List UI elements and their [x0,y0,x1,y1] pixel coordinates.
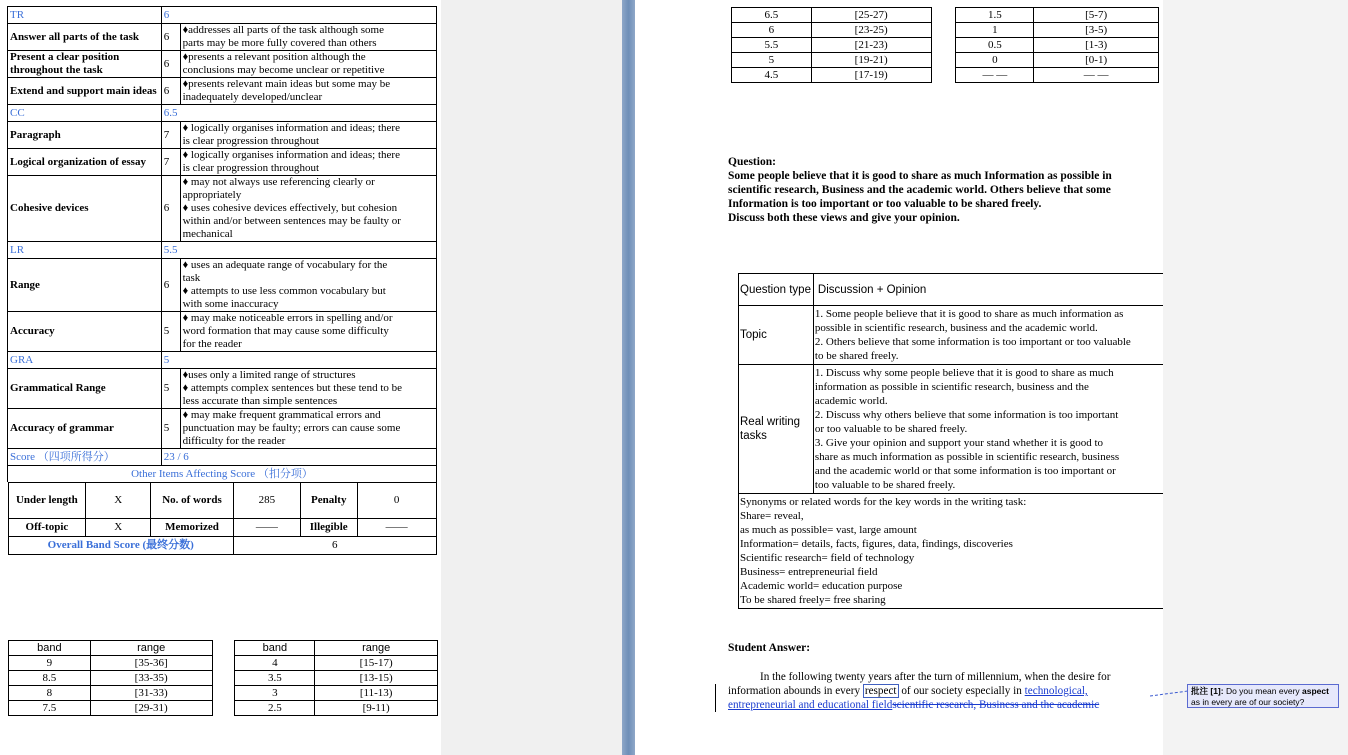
synonym-line: Business= entrepreneurial field [740,566,878,578]
tasks-label: Real writing tasks [739,365,814,494]
descriptor-line: task [182,272,201,284]
section-tr [8,7,437,24]
criterion-descriptor [180,122,436,149]
band-value: 2.5 [235,701,315,716]
range-value: [3-5) [1034,23,1159,38]
range-value: [1-3) [1034,38,1159,53]
band-row [732,68,1159,83]
band-row [9,686,438,701]
word-count-label: No. of words [151,483,234,519]
criterion-label: Answer all parts of the task [8,24,162,51]
criterion-score: 5 [161,312,180,352]
descriptor-line: ♦presents relevant main ideas but some may be [182,78,391,90]
criterion-label: Logical organization of essay [8,149,162,176]
band-value: 1 [956,23,1034,38]
criterion-descriptor [180,176,436,242]
task-line: 3. Give your opinion and support your stand whether it is good to [814,437,1104,449]
criterion-label: Accuracy of grammar [8,409,162,449]
descriptor-line: word formation that may cause some difficulty [182,325,389,337]
descriptor-line: ♦ logically organises information and ideas; there [182,149,400,161]
task-line: academic world. [814,395,888,407]
descriptor-line: appropriately [182,189,242,201]
descriptor-line: ♦presents a relevant position although the [182,51,366,63]
range-header: range [315,641,438,656]
band-value: 0.5 [956,38,1034,53]
descriptor-line: is clear progression throughout [182,162,320,174]
range-value: [13-15) [315,671,438,686]
penalty-label: Penalty [300,483,357,519]
criterion-row [8,369,437,409]
band-value: 4 [235,656,315,671]
topic-line: to be shared freely. [814,350,899,362]
section-score: 6 [161,7,436,24]
score-row [8,449,437,466]
range-value: [0-1) [1034,53,1159,68]
illegible-label: Illegible [300,519,357,537]
penalty-rows [8,482,437,555]
section-label: LR [8,242,162,259]
question-type-label: Question type [739,274,814,306]
descriptor-line: ♦ uses cohesive devices effectively, but cohesion [182,202,398,214]
comment-balloon[interactable]: 批注 [1]: Do you mean every aspect as in every are of our society? [1187,684,1339,708]
criterion-label: Paragraph [8,122,162,149]
band-value: 8 [9,686,91,701]
criterion-label: Present a clear position throughout the task [8,51,162,78]
overall-band-row [8,537,436,555]
descriptor-line: ♦ may not always use referencing clearly or [182,176,375,188]
band-value: 3.5 [235,671,315,686]
band-header-row [9,641,438,656]
band-header: band [9,641,91,656]
criterion-score: 5 [161,369,180,409]
task-line: too valuable to be shared freely. [814,479,956,491]
under-length-value: X [86,483,151,519]
range-value: [25-27) [811,8,931,23]
off-topic-value: X [86,519,151,537]
penalty-row [8,519,436,537]
criterion-row [8,122,437,149]
descriptor-line: ♦ attempts complex sentences but these tend to be [182,382,403,394]
topic-line: possible in scientific research, business and the academic world. [814,322,1098,334]
task-line: share as much information as possible in scientific research, business [814,451,1120,463]
topic-line: 1. Some people believe that it is good to share as much information as [814,308,1124,320]
question-analysis-table [738,273,1163,609]
question-line: Information is too important or too valuable to be shared freely. [728,198,1042,210]
band-value: 0 [956,53,1034,68]
band-row [9,656,438,671]
descriptor-line: is clear progression throughout [182,135,320,147]
comment-connector [1150,690,1190,702]
left-document-page [0,0,441,755]
range-value: [31-33) [90,686,212,701]
descriptor-line: conclusions may become unclear or repetitive [182,64,385,76]
section-cc [8,105,437,122]
descriptor-line: less accurate than simple sentences [182,395,338,407]
descriptor-line: within and/or between sentences may be faulty or [182,215,401,227]
student-answer-text[interactable] [728,670,1154,712]
answer-line-3 [728,698,1154,712]
section-score: 5 [161,352,436,369]
band-row [732,53,1159,68]
criterion-label: Grammatical Range [8,369,162,409]
criterion-row [8,149,437,176]
descriptor-line: ♦ may make noticeable errors in spelling and/or [182,312,393,324]
descriptor-line: difficulty for the reader [182,435,286,447]
band-range-table-continued [731,7,1159,83]
section-label: GRA [8,352,162,369]
range-value: [15-17) [315,656,438,671]
question-line: Discuss both these views and give your opinion. [728,212,960,224]
change-bar [715,684,716,712]
criterion-row [8,259,437,312]
score-value: 23 / 6 [161,449,436,466]
criterion-descriptor [180,149,436,176]
answer-line-2: information abounds in every respect of our society especially in technological, [728,685,1088,697]
range-value: [29-31) [90,701,212,716]
illegible-value: —— [357,519,436,537]
band-value: 6.5 [732,8,812,23]
section-score: 5.5 [161,242,436,259]
other-items-row [8,466,437,483]
range-value: [5-7) [1034,8,1159,23]
page-gap-left [441,0,622,755]
band-value: 4.5 [732,68,812,83]
range-value: [11-13) [315,686,438,701]
commented-word[interactable]: respect [864,685,897,697]
criterion-descriptor [180,78,436,105]
question-block [728,155,1158,225]
criterion-score: 7 [161,122,180,149]
criterion-score: 5 [161,409,180,449]
range-value: [19-21) [811,53,931,68]
topic-label: Topic [739,306,814,365]
memorized-value: —— [233,519,300,537]
task-line: and the academic world or that some information is too important or [814,465,1116,477]
synonym-line: To be shared freely= free sharing [740,594,886,606]
descriptor-line: punctuation may be faulty; errors can cause some [182,422,401,434]
penalty-table [8,482,437,555]
synonym-line: Information= details, facts, figures, data, findings, discoveries [740,538,1013,550]
criterion-score: 6 [161,51,180,78]
question-line: Some people believe that it is good to share as much Information as possible in [728,170,1112,182]
inserted-text-2: entrepreneurial and educational field [728,699,893,711]
rubric-table [7,6,437,555]
answer-line-1: In the following twenty years after the turn of millennium, when the desire for [760,671,1111,683]
range-value: [9-11) [315,701,438,716]
band-row [9,671,438,686]
descriptor-line: for the reader [182,338,242,350]
criterion-label: Accuracy [8,312,162,352]
descriptor-line: parts may be more fully covered than others [182,37,377,49]
band-value: — — [956,68,1034,83]
descriptor-line: ♦ uses an adequate range of vocabulary for the [182,259,388,271]
overall-band-label: Overall Band Score (最终分数) [8,537,233,555]
criterion-score: 6 [161,176,180,242]
criterion-descriptor [180,409,436,449]
range-value: — — [1034,68,1159,83]
band-value: 3 [235,686,315,701]
band-value: 7.5 [9,701,91,716]
synonym-line: Share= reveal, [740,510,804,522]
range-value: [35-36] [90,656,212,671]
question-line: scientific research, Business and the academic world. Others believe that some [728,184,1111,196]
band-value: 5.5 [732,38,812,53]
band-range-table [8,640,438,716]
criterion-descriptor [180,312,436,352]
inserted-text: technological, [1024,685,1088,697]
range-value: [33-35) [90,671,212,686]
criterion-score: 6 [161,24,180,51]
criterion-label: Cohesive devices [8,176,162,242]
criterion-score: 6 [161,259,180,312]
topic-cell [813,306,1163,365]
range-value: [21-23) [811,38,931,53]
overall-band-value: 6 [233,537,436,555]
descriptor-line: with some inaccuracy [182,298,279,310]
section-label: CC [8,105,162,122]
penalty-row [8,483,436,519]
other-items-heading: Other Items Affecting Score （扣分项） [8,466,437,483]
range-value: [17-19) [811,68,931,83]
memorized-label: Memorized [151,519,234,537]
synonym-line: as much as possible= vast, large amount [740,524,917,536]
task-line: 1. Discuss why some people believe that it is good to share as much [814,367,1114,379]
descriptor-line: ♦uses only a limited range of structures [182,369,356,381]
off-topic-label: Off-topic [8,519,86,537]
under-length-label: Under length [8,483,86,519]
section-lr [8,242,437,259]
criterion-row [8,176,437,242]
descriptor-line: ♦ logically organises information and ideas; there [182,122,400,134]
task-line: or too valuable to be shared freely. [814,423,968,435]
descriptor-line: ♦ may make frequent grammatical errors and [182,409,381,421]
criterion-descriptor [180,24,436,51]
band-row [732,23,1159,38]
criterion-row [8,409,437,449]
right-document-page [635,0,1163,755]
range-value: [23-25) [811,23,931,38]
band-header: band [235,641,315,656]
section-gra [8,352,437,369]
descriptor-line: inadequately developed/unclear [182,91,323,103]
criterion-descriptor [180,51,436,78]
band-row [732,8,1159,23]
criterion-descriptor [180,369,436,409]
criterion-row [8,24,437,51]
band-row [732,38,1159,53]
topic-line: 2. Others believe that some information is too important or too valuable [814,336,1131,348]
word-count-value: 285 [233,483,300,519]
band-value: 5 [732,53,812,68]
criterion-descriptor [180,259,436,312]
synonym-line: Academic world= education purpose [740,580,903,592]
split-view-divider[interactable] [622,0,635,755]
criterion-row [8,312,437,352]
deleted-text: scientific research, Business and the academic [892,699,1100,711]
range-header: range [90,641,212,656]
criterion-label: Extend and support main ideas [8,78,162,105]
question-type-value: Discussion + Opinion [813,274,1163,306]
section-score: 6.5 [161,105,436,122]
synonym-line: Synonyms or related words for the key words in the writing task: [740,496,1027,508]
task-line: 2. Discuss why others believe that some information is too important [814,409,1119,421]
descriptor-line: ♦ attempts to use less common vocabulary but [182,285,386,297]
band-value: 1.5 [956,8,1034,23]
descriptor-line: mechanical [182,228,233,240]
criterion-row [8,78,437,105]
band-value: 9 [9,656,91,671]
band-value: 6 [732,23,812,38]
synonyms-cell [739,494,1164,609]
criterion-score: 7 [161,149,180,176]
section-label: TR [8,7,162,24]
criterion-score: 6 [161,78,180,105]
criterion-row [8,51,437,78]
criterion-label: Range [8,259,162,312]
synonym-line: Scientific research= field of technology [740,552,915,564]
band-value: 8.5 [9,671,91,686]
comment-margin [1163,0,1348,755]
band-row [9,701,438,716]
student-answer-label: Student Answer: [728,642,811,654]
penalty-value: 0 [357,483,436,519]
task-line: information as possible in scientific research, business and the [814,381,1089,393]
question-label: Question: [728,156,776,168]
descriptor-line: ♦addresses all parts of the task although some [182,24,384,36]
tasks-cell [813,365,1163,494]
score-label: Score （四项所得分） [8,449,162,466]
